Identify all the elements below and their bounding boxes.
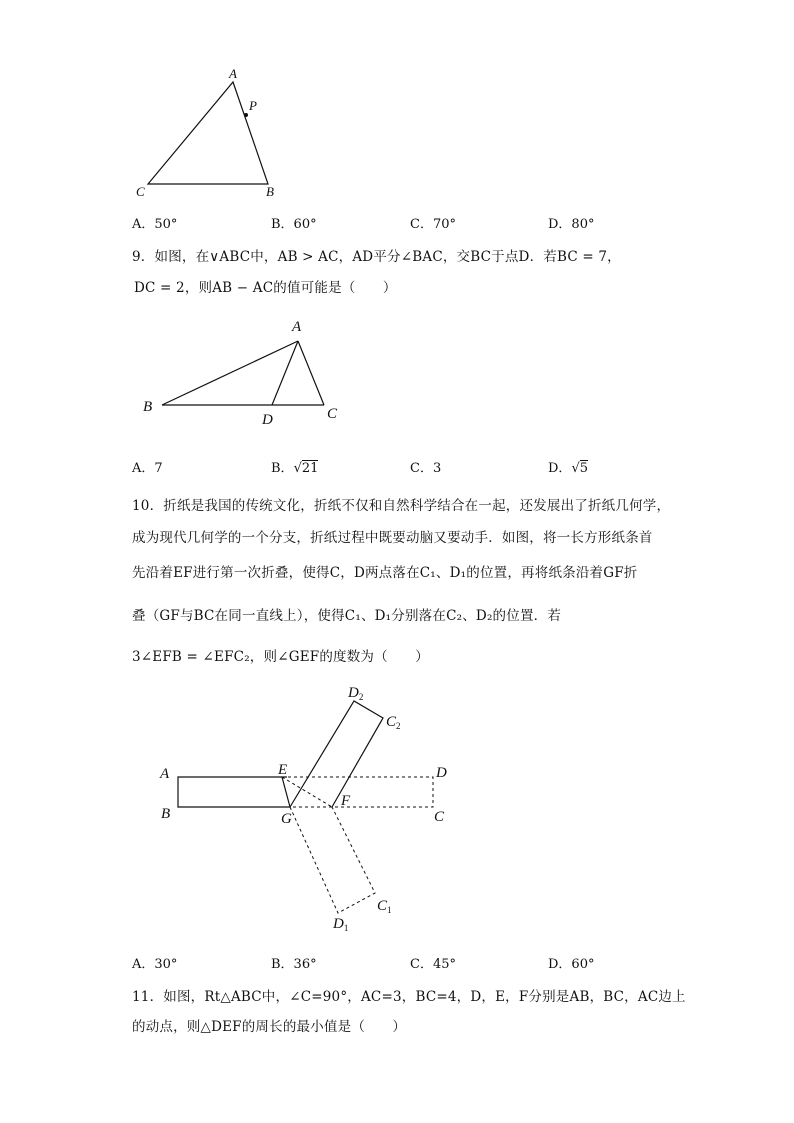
strip-right-dashed — [282, 777, 433, 807]
label-d2: $D_2$ — [348, 685, 364, 702]
fold-ef-dashed — [282, 777, 332, 807]
q8-option-a[interactable]: A．50° — [132, 217, 178, 232]
label-a-q9: A — [292, 319, 302, 335]
q9-option-b-radicand: 21 — [301, 461, 319, 476]
q10-stem-line2: 成为现代几何学的一个分支，折纸过程中既要动脑又要动手．如图，将一长方形纸条首 — [132, 530, 653, 546]
strip-d2c2 — [290, 701, 383, 807]
q10-option-b[interactable]: B．36° — [271, 957, 317, 972]
label-d-q9: D — [262, 412, 273, 428]
label-c-q9: C — [327, 406, 338, 422]
strip-left — [178, 777, 290, 807]
label-c-q10: C — [434, 809, 445, 825]
q10-stem-line4: 叠（GF与BC在同一直线上），使得C₁、D₁分别落在C₂、D₂的位置．若 — [132, 608, 562, 624]
label-p: P — [249, 98, 257, 113]
segment-ac — [298, 341, 324, 405]
label-c: C — [136, 184, 145, 199]
segment-ad — [272, 341, 298, 405]
label-b: B — [266, 184, 274, 199]
label-a: A — [229, 66, 237, 81]
label-c2: $C_2$ — [386, 714, 401, 731]
figure-paper-fold — [155, 680, 465, 940]
q8-option-d[interactable]: D．80° — [548, 217, 595, 232]
q9-stem-line2: DC = 2，则AB − AC的值可能是（ ） — [134, 280, 397, 296]
strip-d1c1-dashed — [290, 807, 375, 913]
label-c1: $C_1$ — [377, 898, 392, 915]
label-b-q9: B — [143, 399, 153, 415]
q9-option-c[interactable]: C．3 — [410, 461, 442, 476]
figure-triangle-abd — [135, 315, 355, 435]
q11-stem-line1: 11．如图，Rt△ABC中，∠C=90°，AC=3，BC=4，D，E，F分别是AB，BC，AC边上 — [132, 989, 686, 1005]
label-e-q10: E — [278, 762, 288, 778]
sqrt-icon: √ — [293, 461, 302, 476]
q8-option-c[interactable]: C．70° — [410, 217, 456, 232]
label-a-q10: A — [160, 766, 170, 782]
q10-option-c[interactable]: C．45° — [410, 957, 456, 972]
figure-triangle-abp — [130, 60, 300, 210]
label-g-q10: G — [281, 811, 292, 827]
q10-stem-line1: 10．折纸是我国的传统文化，折纸不仅和自然科学结合在一起，还发展出了折纸几何学， — [132, 498, 671, 514]
segment-ba — [162, 341, 298, 405]
q10-stem-line5: 3∠EFB = ∠EFC₂，则∠GEF的度数为（ ） — [132, 649, 429, 665]
label-d1: $D_1$ — [333, 916, 349, 933]
label-b-q10: B — [161, 806, 171, 822]
q10-option-d[interactable]: D．60° — [548, 957, 595, 972]
point-p — [244, 113, 248, 117]
q8-option-b[interactable]: B．60° — [271, 217, 317, 232]
q9-option-d[interactable] — [548, 457, 588, 476]
q9-option-d-radicand: 5 — [579, 461, 589, 476]
q9-option-a[interactable]: A．7 — [132, 461, 163, 476]
q10-stem-line3: 先沿着EF进行第一次折叠，使得C，D两点落在C₁、D₁的位置，再将纸条沿着GF折 — [132, 565, 638, 581]
q9-option-b[interactable] — [271, 457, 318, 476]
label-f-q10: F — [341, 793, 351, 809]
q9-option-b-prefix: B． — [271, 461, 294, 476]
q9-stem-line1: 9．如图，在∨ABC中，AB > AC，AD平分∠BAC，交BC于点D．若BC = 7， — [132, 249, 621, 265]
q10-option-a[interactable]: A．30° — [132, 957, 178, 972]
sqrt-icon: √ — [571, 461, 580, 476]
q9-option-d-prefix: D． — [548, 461, 572, 476]
label-d-q10: D — [436, 765, 447, 781]
q11-stem-line2: 的动点，则△DEF的周长的最小值是（ ） — [132, 1019, 407, 1035]
